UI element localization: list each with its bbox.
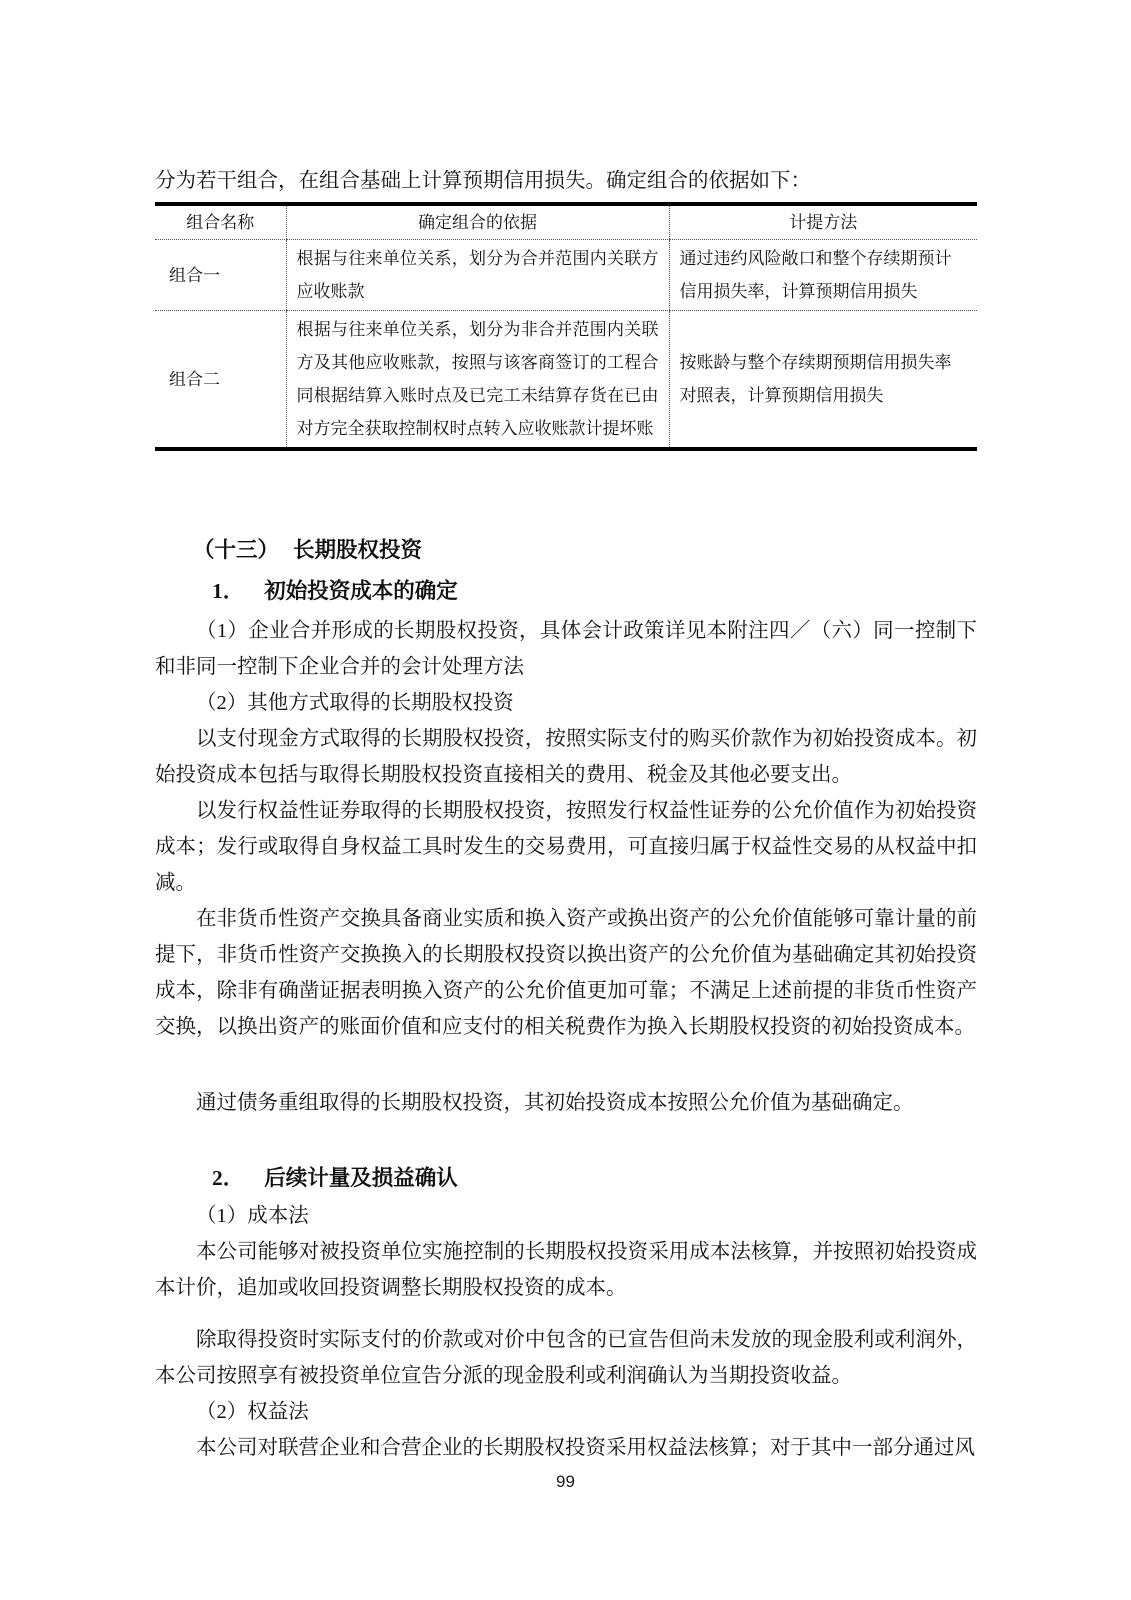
- subsection-2-number: 2．: [212, 1166, 245, 1190]
- subsection-1-heading: [155, 571, 977, 611]
- subsection-1-title: 初始投资成本的确定: [264, 579, 458, 603]
- header-method: 计提方法: [669, 204, 977, 240]
- paragraph: 通过债务重组取得的长期股权投资，其初始投资成本按照公允价值为基础确定。: [196, 1092, 914, 1114]
- paragraph: （1）企业合并形成的长期股权投资，具体会计政策详见本附注四／（六）同一控制下和非同一控制下企业合并的会计处理方法: [155, 620, 977, 678]
- paragraph: 以发行权益性证券取得的长期股权投资，按照发行权益性证券的公允价值作为初始投资成本；发行或取得自身权益工具时发生的交易费用，可直接归属于权益性交易的从权益中扣减。: [155, 800, 977, 894]
- cell-group-name: 组合一: [155, 240, 286, 311]
- paragraph: （2）权益法: [196, 1401, 309, 1423]
- cell-group-name: 组合二: [169, 369, 220, 389]
- header-group-name: 组合名称: [155, 204, 286, 240]
- table-row: [155, 240, 977, 311]
- section-13-number: （十三）: [193, 538, 280, 562]
- subsection-2-title: 后续计量及损益确认: [264, 1166, 458, 1190]
- page-content: [155, 163, 977, 1466]
- cell-group-basis: 根据与往来单位关系，划分为非合并范围内关联方及其他应收账款，按照与该客商签订的工程合同根据结算入账时点及已完工未结算存货在已由对方完全获取控制权时点转入应收账款计提坏账: [286, 311, 669, 450]
- section-13-title: 长期股权投资: [293, 538, 423, 562]
- table-row: [155, 311, 977, 450]
- paragraph: 本公司对联营企业和合营企业的长期股权投资采用权益法核算；对于其中一部分通过风: [196, 1437, 975, 1459]
- table-header-row: [155, 204, 977, 240]
- paragraph: （2）其他方式取得的长期股权投资: [196, 692, 514, 714]
- intro-paragraph: 分为若干组合，在组合基础上计算预期信用损失。确定组合的依据如下：: [155, 170, 811, 192]
- subsection-1-number: 1．: [212, 579, 245, 603]
- cell-method: 通过违约风险敞口和整个存续期预计信用损失率，计算预期信用损失: [669, 240, 977, 311]
- cell-method: 按账龄与整个存续期预期信用损失率对照表，计算预期信用损失: [669, 311, 977, 450]
- paragraph: 以支付现金方式取得的长期股权投资，按照实际支付的购买价款作为初始投资成本。初始投资成本包括与取得长期股权投资直接相关的费用、税金及其他必要支出。: [155, 728, 977, 786]
- page-number: 99: [556, 1472, 575, 1491]
- paragraph: （1）成本法: [196, 1205, 309, 1227]
- cell-group-basis: 根据与往来单位关系，划分为合并范围内关联方应收账款: [286, 240, 669, 311]
- section-13-heading: [155, 529, 977, 571]
- paragraph: 除取得投资时实际支付的价款或对价中包含的已宣告但尚未发放的现金股利或利润外，本公司按照享有被投资单位宣告分派的现金股利或利润确认为当期投资收益。: [155, 1329, 977, 1387]
- header-group-basis: 确定组合的依据: [286, 204, 669, 240]
- subsection-2-heading: [155, 1158, 977, 1198]
- credit-loss-grouping-table: [155, 202, 977, 451]
- paragraph: 在非货币性资产交换具备商业实质和换入资产或换出资产的公允价值能够可靠计量的前提下，非货币性资产交换换入的长期股权投资以换出资产的公允价值为基础确定其初始投资成本，除非有确凿证据表明换入资产的公允价值更加可靠；不满足上述前提的非货币性资产交换，以换出资产的账面价值和应支付的相关税费作为换入长期股权投资的初始投资成本。: [155, 908, 977, 1038]
- paragraph: 本公司能够对被投资单位实施控制的长期股权投资采用成本法核算，并按照初始投资成本计价，追加或收回投资调整长期股权投资的成本。: [155, 1241, 977, 1299]
